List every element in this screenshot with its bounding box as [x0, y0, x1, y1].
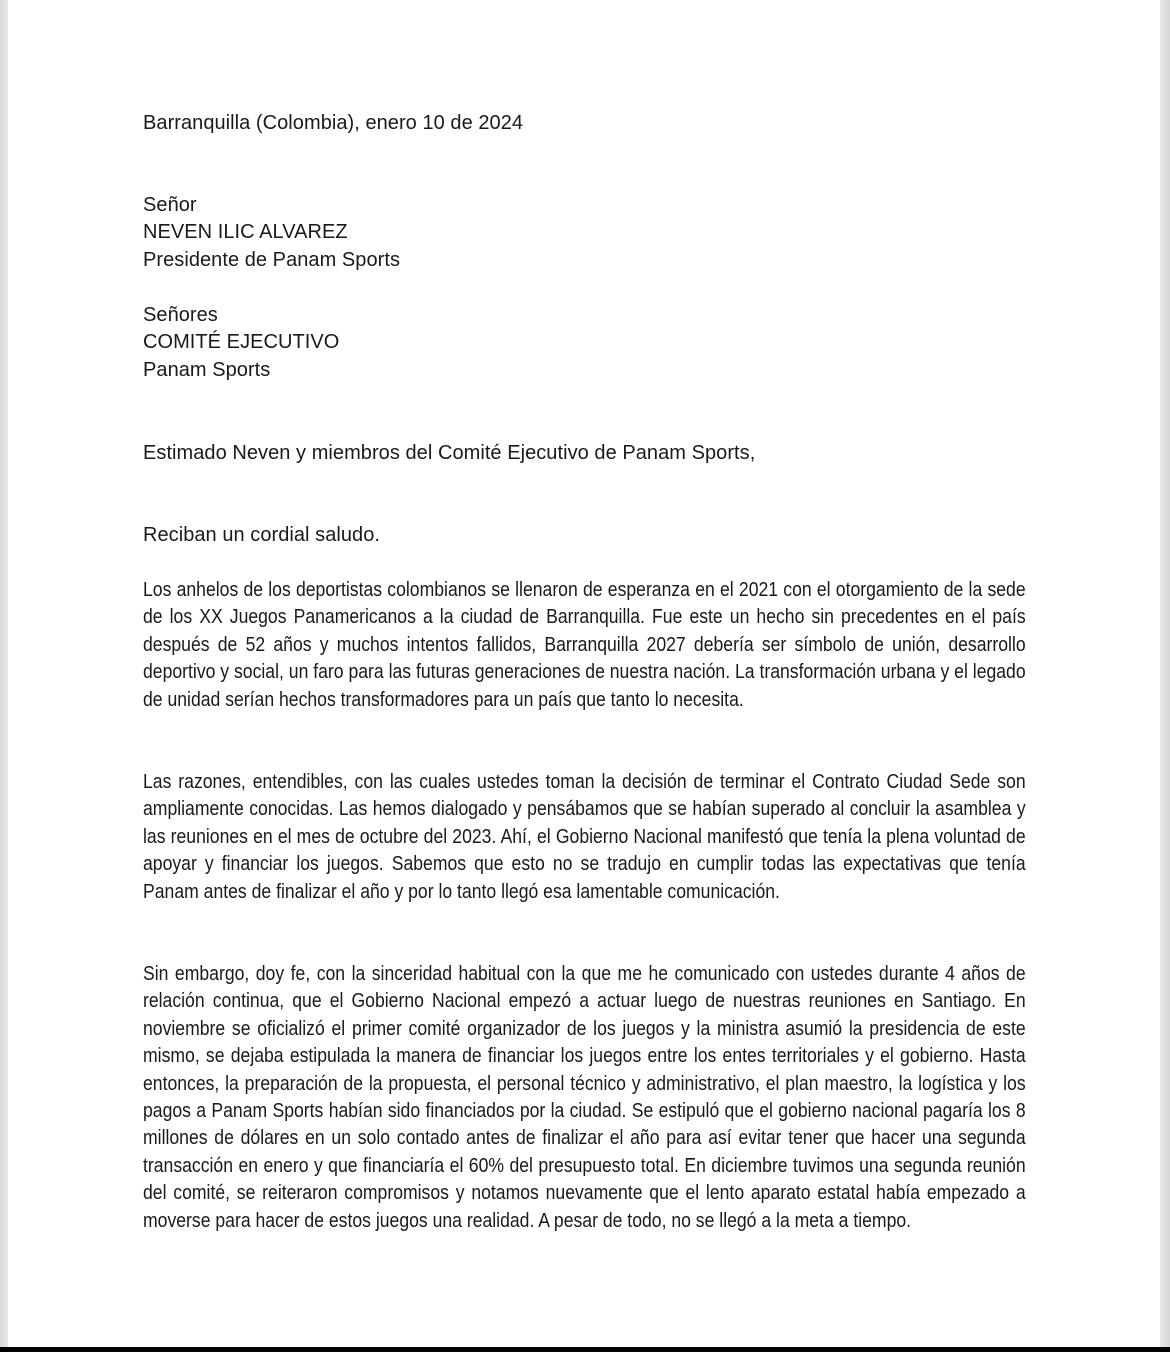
recipient-2-name: COMITÉ EJECUTIVO: [143, 331, 340, 354]
recipient-1-position: Presidente de Panam Sports: [143, 248, 401, 271]
recipient-2-organization: Panam Sports: [143, 358, 271, 381]
body-paragraph-2: [143, 769, 1026, 906]
paragraph-text: Los anhelos de los deportistas colombianos se llenaron de esperanza en el 2021 con el otorgamiento de la sede de los XX Juegos Panamericanos a la ciudad de Barranquilla. Fue este un hecho sin precedentes en el país después de 52 años y muchos intentos fallidos, Barranquilla 2027 debería ser símbolo de unión, desarrollo deportivo y social, un faro para las futuras generaciones de nuestra nación. La transformación urbana y el legado de unidad serían hechos transformadores para un país que tanto lo necesita.: [143, 579, 1026, 711]
recipient-1-title: Señor: [143, 194, 197, 216]
letter-salutation: Estimado Neven y miembros del Comité Ejecutivo de Panam Sports,: [143, 442, 756, 464]
recipient-1-name: NEVEN ILIC ALVAREZ: [143, 221, 348, 244]
viewer-frame-right: [1160, 0, 1170, 1347]
body-paragraph-3: [143, 961, 1026, 1235]
recipient-block-2: [143, 302, 339, 384]
letter-place-date: Barranquilla (Colombia), enero 10 de 2024: [143, 112, 524, 134]
recipient-block-1: [143, 192, 400, 274]
letter-greeting: Reciban un cordial saludo.: [143, 524, 381, 546]
viewer-frame-bottom: [0, 1347, 1170, 1352]
recipient-2-title: Señores: [143, 304, 218, 326]
paragraph-text: Las razones, entendibles, con las cuales ustedes toman la decisión de terminar el Contrato Ciudad Sede son ampliamente conocidas. Las hemos dialogado y pensábamos que se habían superado al concluir la asamblea y las reuniones en el mes de octubre del 2023. Ahí, el Gobierno Nacional manifestó que tenía la plena voluntad de apoyar y financiar los juegos. Sabemos que esto no se tradujo en cumplir todas las expectativas que tenía Panam antes de finalizar el año y por lo tanto llegó esa lamentable comunicación.: [143, 771, 1026, 903]
viewer-frame-left: [0, 0, 8, 1347]
body-paragraph-1: [143, 577, 1026, 714]
paragraph-text: Sin embargo, doy fe, con la sinceridad habitual con la que me he comunicado con ustedes durante 4 años de relación continua, que el Gobierno Nacional empezó a actuar luego de nuestras reuniones en Santiago. En noviembre se oficializó el primer comité organizador de los juegos y la ministra asumió la presidencia de este mismo, se dejaba estipulada la manera de financiar los juegos entre los entes territoriales y el gobierno. Hasta entonces, la preparación de la propuesta, el personal técnico y administrativo, el plan maestro, la logística y los pagos a Panam Sports habían sido financiados por la ciudad. Se estipuló que el gobierno nacional pagaría los 8 millones de dólares en un solo contado antes de finalizar el año para así evitar tener que hacer una segunda transacción en enero y que financiaría el 60% del presupuesto total. En diciembre tuvimos una segunda reunión del comité, se reiteraron compromisos y notamos nuevamente que el lento aparato estatal había empezado a moverse para hacer de estos juegos una realidad. A pesar de todo, no se llegó a la meta a tiempo.: [143, 963, 1026, 1232]
